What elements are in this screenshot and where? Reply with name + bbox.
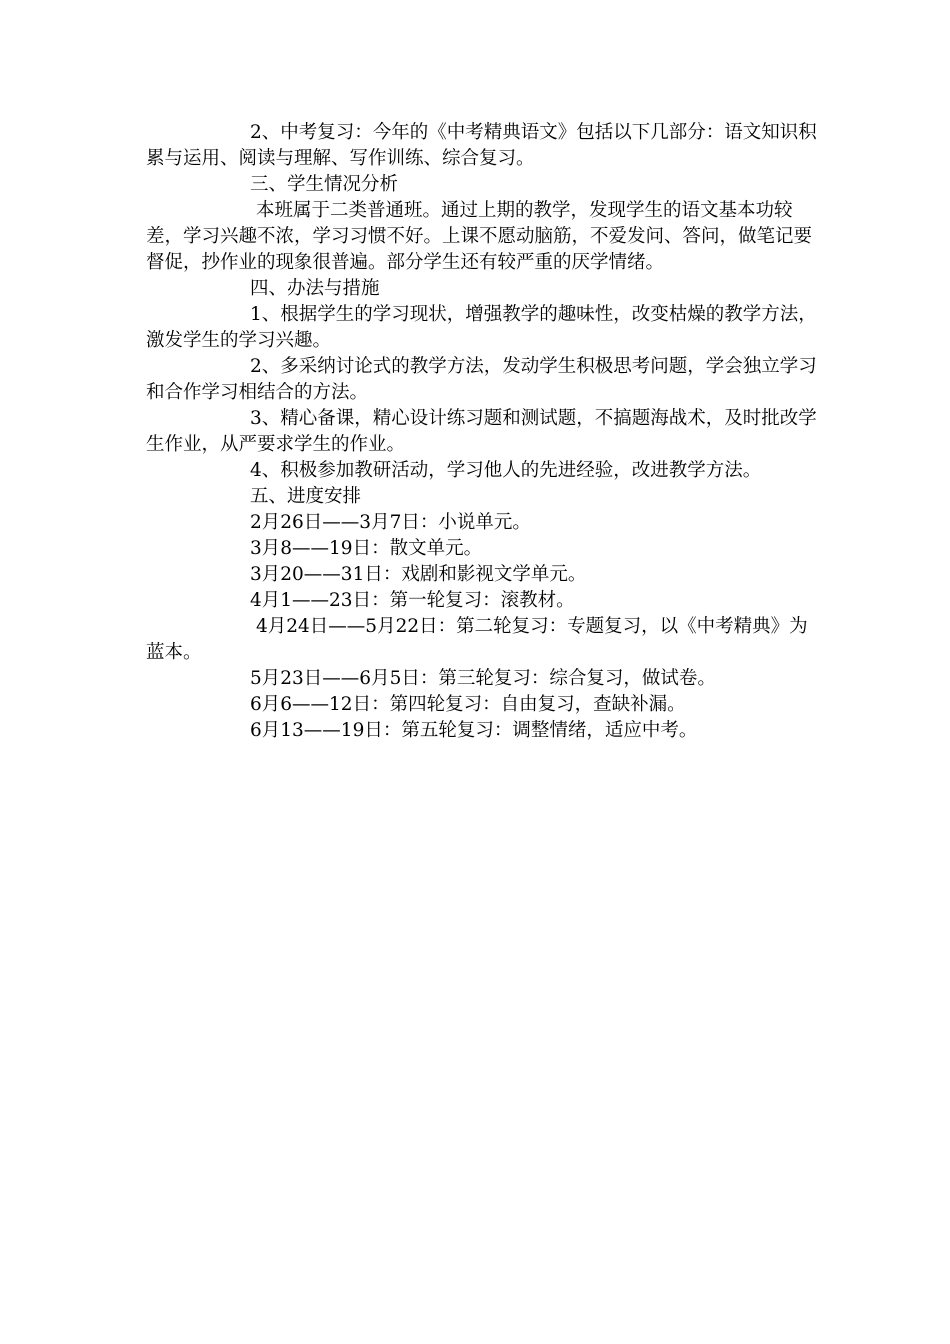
schedule-item: 4月24日——5月22日：第二轮复习：专题复习，以《中考精典》为蓝本。 (146, 616, 808, 663)
schedule-item: 6月6——12日：第四轮复习：自由复习，查缺补漏。 (250, 694, 686, 715)
schedule-item: 5月23日——6月5日：第三轮复习：综合复习，做试卷。 (250, 668, 716, 689)
schedule-item: 3月20——31日：戏剧和影视文学单元。 (250, 564, 587, 585)
paragraph-exam-review: 2、中考复习：今年的《中考精典语文》包括以下几部分：语文知识积累与运用、阅读与理解、写作训练、综合复习。 (146, 122, 817, 169)
schedule-item: 4月1——23日：第一轮复习：滚教材。 (250, 590, 575, 611)
measure-item: 2、多采纳讨论式的教学方法，发动学生积极思考问题，学会独立学习和合作学习相结合的方法。 (146, 356, 817, 403)
paragraph-student-analysis: 本班属于二类普通班。通过上期的教学，发现学生的语文基本功较差，学习兴趣不浓，学习习惯不好。上课不愿动脑筋，不爱发问、答问，做笔记要督促，抄作业的现象很普遍。部分学生还有较严重的厌学情绪。 (146, 200, 813, 273)
schedule-item: 3月8——19日：散文单元。 (250, 538, 483, 559)
heading-schedule: 五、进度安排 (250, 486, 362, 507)
heading-student-analysis: 三、学生情况分析 (250, 174, 399, 195)
schedule-item: 6月13——19日：第五轮复习：调整情绪，适应中考。 (250, 720, 698, 741)
measure-item: 1、根据学生的学习现状，增强教学的趣味性，改变枯燥的教学方法，激发学生的学习兴趣。 (146, 304, 817, 351)
document-body (146, 120, 821, 744)
heading-measures: 四、办法与措施 (250, 278, 380, 299)
measure-item: 4、积极参加教研活动，学习他人的先进经验，改进教学方法。 (250, 460, 762, 481)
schedule-item: 2月26日——3月7日：小说单元。 (250, 512, 531, 533)
measure-item: 3、精心备课，精心设计练习题和测试题，不搞题海战术，及时批改学生作业，从严要求学生的作业。 (146, 408, 817, 455)
